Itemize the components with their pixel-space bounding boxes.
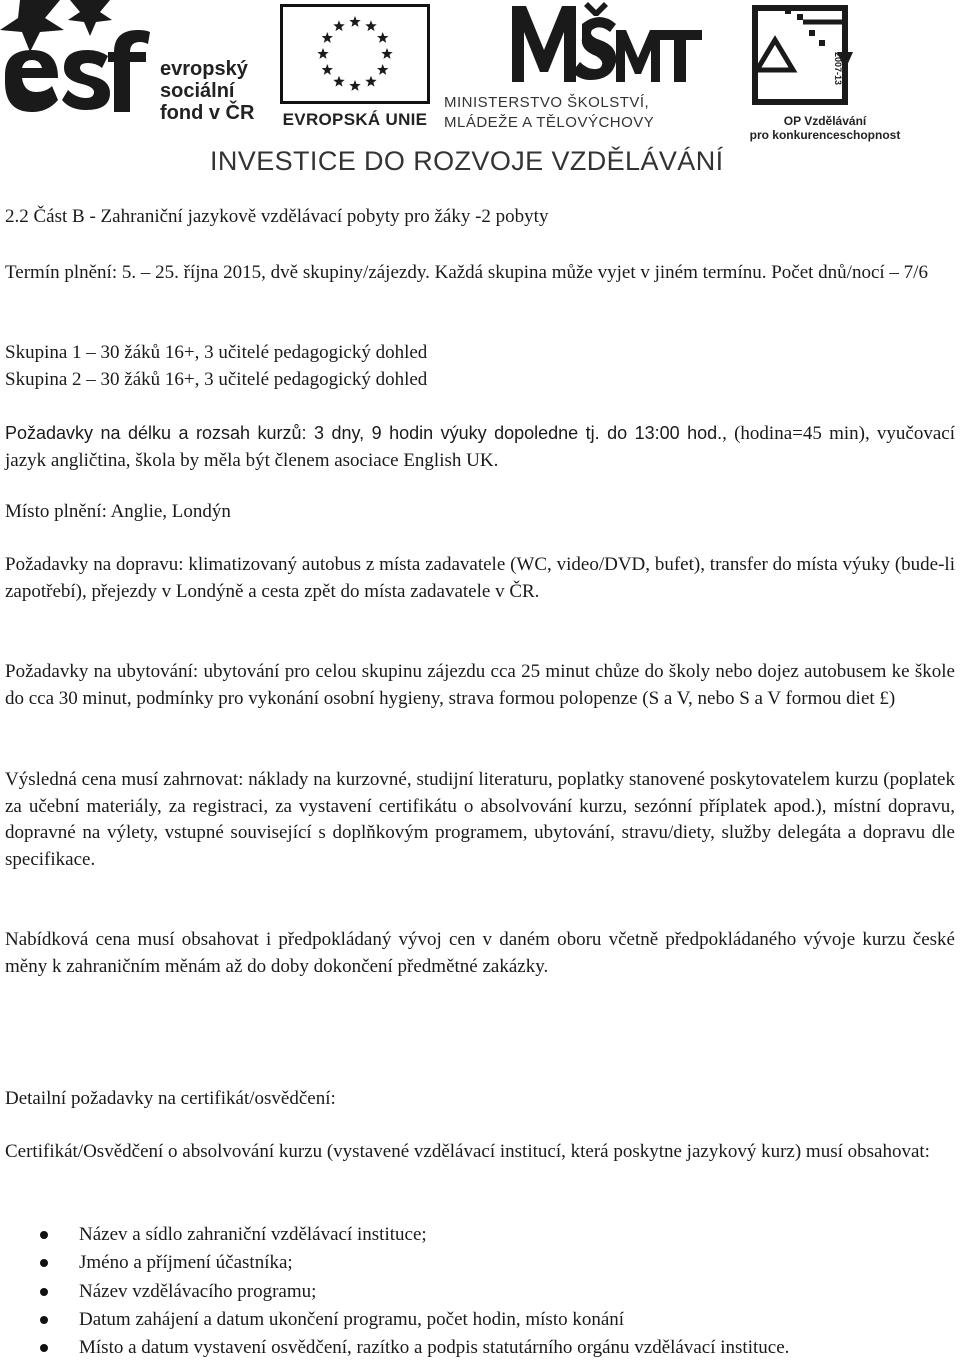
pozadavky-kurz-sans: Požadavky na délku a rozsah kurzů: 3 dny, 9 hodin výuky dopoledne tj. do 13:00 hod.: [5, 423, 723, 443]
eu-star-icon: [377, 64, 388, 75]
eu-text: EVROPSKÁ UNIE: [282, 110, 428, 129]
list-item: Jméno a příjmení účastníka;: [40, 1249, 950, 1277]
msmt-text: MINISTERSTVO ŠKOLSTVÍ, MLÁDEŽE A TĚLOVÝCHOVY: [444, 94, 655, 131]
logo-header: [0, 0, 960, 185]
eu-star-icon: [365, 76, 376, 87]
op-mark-icon: [745, 0, 905, 110]
eu-flag-icon: [280, 4, 430, 104]
list-item: Datum zahájení a datum ukončení programu, počet hodin, místo konání: [40, 1306, 950, 1334]
eu-star-icon: [322, 32, 333, 43]
certifikat-intro: Certifikát/Osvědčení o absolvování kurzu (vystavené vzdělávací institucí, která poskytne jazykový kurz) musí obsahovat:: [5, 1141, 930, 1162]
bullet-icon: [40, 1288, 48, 1296]
eu-star-icon: [365, 20, 376, 31]
pozadavky-kurz-paragraph: [5, 420, 955, 474]
msmt-mark-icon: [440, 0, 720, 90]
eu-star-icon: [349, 16, 360, 27]
eu-star-icon: [333, 76, 344, 87]
pozadavky-kurz-serif: , (hodina=45 min), vyučovací jazyk angličtina, škola by měla být členem asociace English UK.: [5, 423, 955, 471]
nabidka-paragraph: Nabídková cena musí obsahovat i předpokládaný vývoj cen v daném oboru včetně předpokládaného vývoje kurzu české měny k zahraničním měnám až do doby dokončení předmětné zakázky.: [5, 929, 955, 977]
esf-text: evropský sociální fond v ČR: [160, 58, 255, 124]
bullet-icon: [40, 1259, 48, 1267]
certifikat-list: [40, 1221, 950, 1362]
skupina-2: Skupina 2 – 30 žáků 16+, 3 učitelé pedagogický dohled: [5, 369, 428, 390]
bullet-icon: [40, 1316, 48, 1324]
detail-heading: Detailní požadavky na certifikát/osvědčení:: [5, 1088, 336, 1109]
op-text: OP Vzdělávání pro konkurenceschopnost: [749, 114, 901, 142]
skupina-1: Skupina 1 – 30 žáků 16+, 3 učitelé pedagogický dohled: [5, 342, 428, 363]
esf-logo: [0, 0, 270, 140]
cena-paragraph: Výsledná cena musí zahrnovat: náklady na kurzovné, studijní literaturu, poplatky stanovené poskytovatelem kurzu (poplatek za učební materiály, za registraci, za vystavení certifikátu o absolvování kurzu, sezónní příplatek apod.), místní dopravu, dopravné na výlety, vstupné související s doplňkovým programem, ubytování, stravu/diety, služby delegáta a dopravu dle specifikace.: [5, 769, 955, 870]
list-item: Název vzdělávacího programu;: [40, 1278, 950, 1306]
op-logo: [745, 0, 905, 140]
msmt-logo: [440, 0, 720, 140]
section-heading: 2.2 Část B - Zahraniční jazykově vzdělávací pobyty pro žáky -2 pobyty: [5, 206, 549, 227]
list-item: Místo a datum vystavení osvědčení, razítko a podpis statutárního orgánu vzdělávací instituce.: [40, 1334, 950, 1362]
bullet-icon: [40, 1231, 48, 1239]
op-year: 2007-13: [833, 52, 843, 86]
ubytovani-paragraph: Požadavky na ubytování: ubytování pro celou skupinu zájezdu cca 25 minut chůze do školy nebo dojez autobusem ke škole do cca 30 minut, podmínky pro vykonání osobní hygieny, strava formou polopenze (S a V, nebo S a V formou diet £): [5, 661, 955, 709]
eu-star-icon: [381, 48, 392, 59]
list-item: Název a sídlo zahraniční vzdělávací instituce;: [40, 1221, 950, 1249]
misto-paragraph: Místo plnění: Anglie, Londýn: [5, 501, 231, 522]
eu-star-icon: [333, 20, 344, 31]
eu-star-icon: [322, 64, 333, 75]
eu-star-icon: [317, 48, 328, 59]
bullet-icon: [40, 1344, 48, 1352]
termin-paragraph: Termín plnění: 5. – 25. října 2015, dvě skupiny/zájezdy. Každá skupina může vyjet v jiném termínu. Počet dnů/nocí – 7/6: [5, 262, 928, 283]
esf-mark-icon: [0, 0, 160, 135]
eu-star-icon: [377, 32, 388, 43]
doprava-paragraph: Požadavky na dopravu: klimatizovaný autobus z místa zadavatele (WC, video/DVD, bufet), transfer do místa výuky (bude-li zapotřebí), přejezdy v Londýně a cesta zpět do místa zadavatele v ČR.: [5, 554, 955, 602]
investice-banner: INVESTICE DO ROZVOJE VZDĚLÁVÁNÍ: [210, 146, 724, 176]
eu-star-icon: [349, 80, 360, 91]
eu-logo: [275, 0, 435, 140]
